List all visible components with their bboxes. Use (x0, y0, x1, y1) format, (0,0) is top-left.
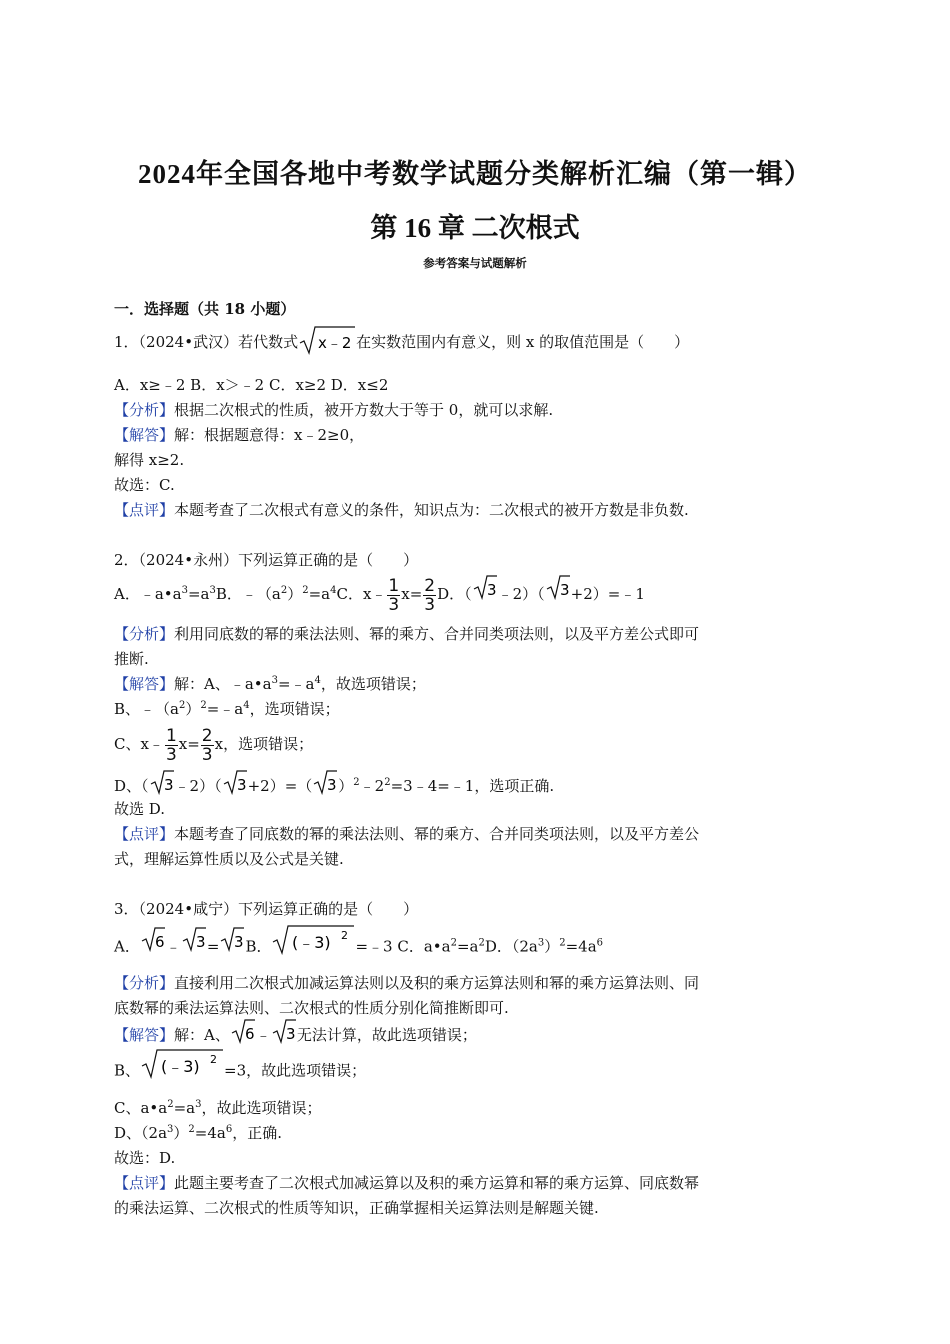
q1-comment: 【点评】本题考查了二次根式有意义的条件，知识点为：二次根式的被开方数是非负数. (114, 501, 689, 519)
document-subtitle: 参考答案与试题解析 (423, 256, 527, 270)
q2-solution: 【解答】解：A、$﹣a•a^3=﹣a^4$，故选项错误； (114, 675, 426, 693)
radical-3 (545, 573, 571, 618)
q3-solution-d: D、$(2a^3)^2=4a^6$，正确. (114, 1124, 282, 1142)
solution-tag: 【解答】 (114, 1026, 175, 1044)
svg-text:3: 3 (195, 933, 206, 951)
radical-3 (472, 573, 498, 618)
q3-choice: 故选：D. (114, 1149, 176, 1167)
svg-text:6: 6 (244, 1025, 255, 1043)
q3-comment: 【点评】此题主要考查了二次根式加减运算以及积的乘方运算和幂的乘方运算、同底数幂 (114, 1174, 700, 1192)
q2-choice: 故选 D. (114, 800, 166, 818)
fraction-one-third: $\frac{1}{3}$ (165, 725, 177, 765)
fraction-two-thirds: $\frac{2}{3}$ (201, 725, 213, 765)
q2-comment: 【点评】本题考查了同底数的幂的乘法法则、幂的乘方、合并同类项法则，以及平方差公 (114, 825, 700, 843)
q3-solution: 【解答】解：A、 6 ﹣ 3 无法计算，故此选项错误； (114, 1017, 834, 1047)
svg-text:2: 2 (341, 929, 349, 942)
svg-text:3: 3 (163, 776, 174, 794)
svg-text:3: 3 (559, 580, 570, 599)
q1-solution: 【解答】解：根据题意得：x﹣2≥0， (114, 426, 365, 444)
radical-neg3-squared (140, 1046, 224, 1097)
svg-text:3: 3 (327, 776, 337, 794)
chapter-title: 第 16 章 二次根式 (370, 213, 580, 243)
radical-3 (219, 925, 245, 970)
comment-tag: 【点评】 (114, 825, 175, 843)
svg-text:x﹣2: x﹣2 (318, 334, 352, 352)
q2-analysis: 【分析】利用同底数的幂的乘法法则、幂的乘方、合并同类项法则，以及平方差公式即可 (114, 625, 700, 643)
svg-text:(﹣3): (﹣3) (292, 933, 332, 952)
svg-text:3: 3 (236, 776, 247, 794)
q2-solution-b: B、$﹣(a^2)^2=﹣a^4$，选项错误； (114, 700, 340, 718)
analysis-tag: 【分析】 (114, 974, 175, 992)
fraction-two-thirds: $\frac{2}{3}$ (424, 575, 436, 615)
svg-text:(﹣3): (﹣3) (161, 1057, 200, 1076)
q3-analysis-line2: 底数幂的乘法运算法则、二次根式的性质分别化简推断即可. (114, 999, 509, 1017)
q3-analysis: 【分析】直接利用二次根式加减运算法则以及积的乘方运算法则和幂的乘方运算法则、同 (114, 974, 700, 992)
q3-comment-line2: 的乘法运算、二次根式的性质等知识，正确掌握相关运算法则是解题关键. (114, 1199, 599, 1217)
solution-tag: 【解答】 (114, 675, 175, 693)
radical-6 (140, 925, 166, 970)
q3-solution-b: B、 (﹣3) 2 =3，故此选项错误； (114, 1046, 834, 1090)
svg-text:3: 3 (486, 580, 497, 599)
q3-options: A． 6 ﹣ 3 = 3 B． (﹣3) 2 =﹣3 C．$a•a^2=a^2D$．$(2a^3)^2=4a^6$ (114, 922, 834, 966)
svg-text:6: 6 (154, 933, 165, 951)
section-heading: 一．选择题（共 18 小题） (114, 300, 296, 318)
svg-text:3: 3 (234, 933, 244, 951)
svg-text:3: 3 (285, 1025, 296, 1043)
comment-tag: 【点评】 (114, 501, 175, 519)
q1-choice: 故选：C. (114, 476, 175, 494)
q3-stem: 3．（2024•咸宁）下列运算正确的是（ ） (114, 900, 419, 918)
q1-solution-line2: 解得 x≥2. (114, 451, 185, 469)
fraction-one-third: $\frac{1}{3}$ (388, 575, 400, 615)
q2-solution-d: D、（ 3 ﹣2）（ 3 +2）=（ 3 ）$^2﹣2^2=3﹣4=﹣1$，选项正确. (114, 768, 834, 798)
svg-text:2: 2 (210, 1053, 218, 1066)
solution-tag: 【解答】 (114, 426, 175, 444)
document-title: 2024年全国各地中考数学试题分类解析汇编（第一辑） (138, 159, 812, 189)
q2-options: A．$﹣a•a^3=a^3B$．$﹣(a^2)^2=a^4C$．x﹣ $\frac{1}{3}$ x= $\frac{2}{3}$ D．（ 3 ﹣2）（ 3 +2）=﹣1 (114, 572, 834, 616)
q3-solution-c: C、$a•a^2=a^3$，故此选项错误； (114, 1099, 322, 1117)
q1-analysis: 【分析】根据二次根式的性质，被开方数大于等于 0，就可以求解. (114, 401, 554, 419)
q1-stem: 1．（2024•武汉）若代数式 x﹣2 在实数范围内有意义，则 x 的取值范围是（ ） (114, 324, 834, 362)
comment-tag: 【点评】 (114, 1174, 175, 1192)
radical-x-minus-2 (298, 324, 356, 362)
radical-neg3-squared (271, 922, 355, 973)
q2-solution-c: C、x﹣ $\frac{1}{3}$ x= $\frac{2}{3}$ x，选项错误； (114, 725, 314, 765)
analysis-tag: 【分析】 (114, 401, 175, 419)
q1-options: A．x≥﹣2 B．x＞﹣2 C．x≥2 D．x≤2 (114, 376, 389, 394)
analysis-tag: 【分析】 (114, 625, 175, 643)
q2-stem: 2．（2024•永州）下列运算正确的是（ ） (114, 551, 419, 569)
q2-analysis-line2: 推断. (114, 650, 149, 668)
radical-3 (181, 925, 207, 970)
q2-comment-line2: 式，理解运算性质以及公式是关键. (114, 850, 344, 868)
